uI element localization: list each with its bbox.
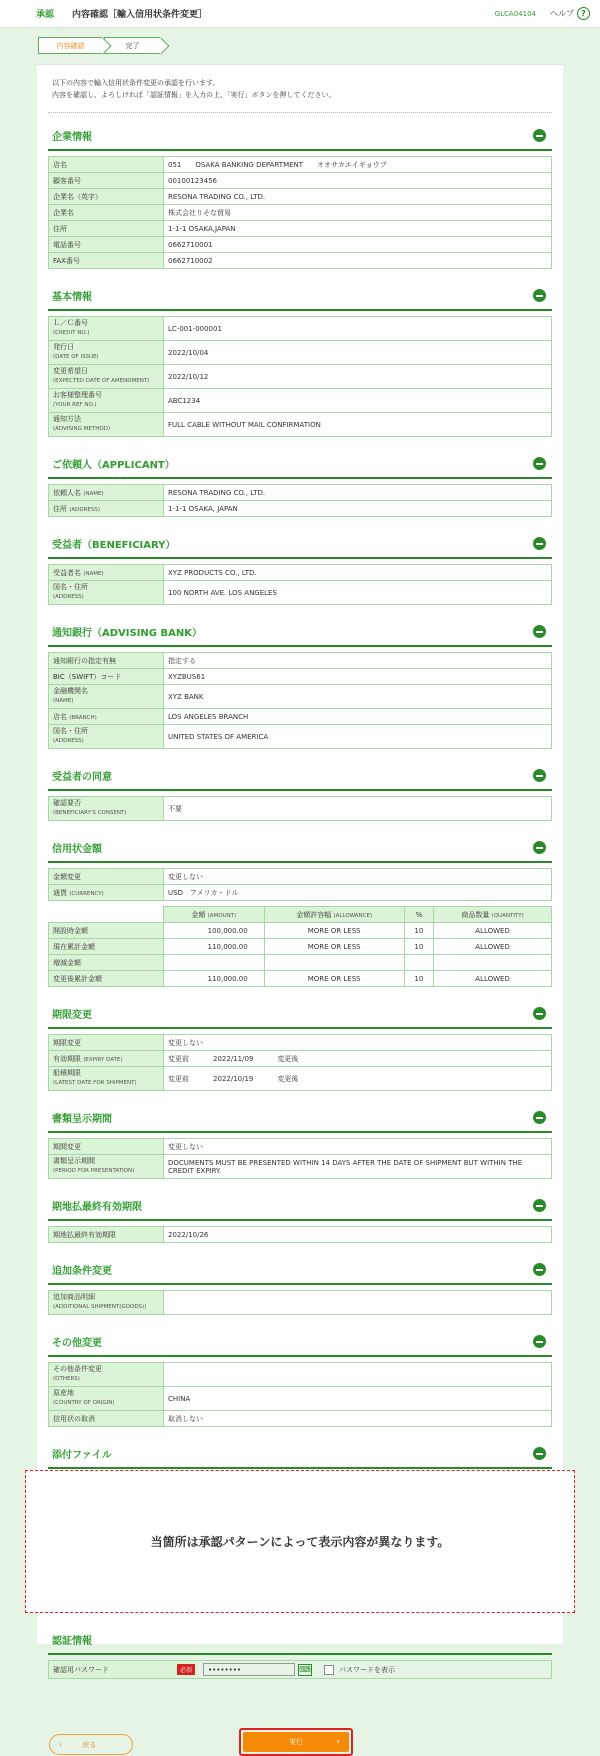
table-row [49,365,552,389]
row-label [49,413,164,437]
label-english: (NAME) [53,698,74,704]
row-value [164,1291,552,1315]
row-value: 2022/10/04 [164,341,552,365]
row-label-text: 国名・住所 [53,583,88,591]
collapse-icon[interactable] [533,1447,546,1460]
row-label [49,485,164,501]
notice-box: 当箇所は承認パターンによって表示内容が異なります。 [25,1470,575,1613]
row-label [49,173,164,189]
grid-amount [164,955,265,971]
row-value: 2022/10/26 [164,1227,552,1243]
grid-column-header [434,907,552,923]
row-label: 期限変更 [49,1035,164,1051]
collapse-icon[interactable] [533,1007,546,1020]
amount-grid [48,906,552,987]
row-value: ABC1234 [164,389,552,413]
section-title: 通知銀行（ADVISING BANK） [52,627,202,639]
label-english: (BENEFICIARY'S CONSENT) [53,810,127,816]
password-input[interactable]: •••••••• [203,1663,295,1676]
row-label [49,221,164,237]
column-label: % [415,910,423,919]
grid-row-label: 現在累計金額 [49,939,164,955]
section-title: 信用状金額 [52,843,102,855]
row-value: USD アメリカ・ドル [164,885,552,901]
collapse-icon[interactable] [533,537,546,550]
row-label [49,1067,164,1091]
required-badge: 必須 [177,1664,195,1675]
row-label [49,253,164,269]
table-row [49,189,552,205]
software-keyboard-icon[interactable]: ⌨ [299,1665,311,1674]
show-password-label: パスワードを表示 [339,1665,395,1674]
label-english: (NAME) [83,570,104,577]
label-english: (EXPECTED DATE OF AMENDMENT) [53,378,150,384]
label-english: (LATEST DATE FOR SHIPMENT) [53,1080,137,1086]
section-title: ご依頼人（APPLICANT） [52,459,175,471]
intro-line: 以下の内容で輸入信用状条件変更の承認を行います。 [52,79,220,87]
screen-code: GLCA04104 [494,9,536,18]
row-label-text: 店名 [53,712,67,721]
grid-column-header [404,907,434,923]
table-row [49,685,552,709]
password-row [48,1660,552,1679]
section-title: 受益者の同意 [52,771,112,783]
section-header [48,833,552,863]
collapse-icon[interactable] [533,1263,546,1276]
row-label-text: 有効期限 [53,1054,81,1063]
table-row [49,173,552,189]
row-label-text: 期間変更 [53,1142,81,1151]
back-button[interactable] [49,1734,133,1755]
row-value: FULL CABLE WITHOUT MAIL CONFIRMATION [164,413,552,437]
table-row [49,581,552,605]
advising-table [48,652,552,749]
grid-percent [404,955,434,971]
table-row [49,501,552,517]
table-row [49,237,552,253]
section-title: 基本情報 [52,291,92,303]
grid-row-label: 開設時金額 [49,923,164,939]
table-row [49,1363,552,1387]
table-row [49,1139,552,1155]
intro-line: 内容を確認し、よろしければ「認証情報」を入力の上、「実行」ボタンを押してください。 [52,91,336,99]
label-english: (ADVISING METHOD) [53,426,111,432]
step-confirm: 内容確認 [38,37,102,54]
row-label-text: 追加商品明細 [53,1293,95,1301]
grid-corner [49,907,164,923]
row-label-text: 店名 [53,160,67,169]
row-label-text: 通知銀行の指定有無 [53,656,116,665]
table-row [49,389,552,413]
row-label-text: 書類呈示期間 [53,1157,95,1165]
grid-header [49,907,552,923]
row-label-text: 受益者名 [53,568,81,577]
back-label: 戻る [82,1740,97,1749]
collapse-icon[interactable] [533,625,546,638]
row-value: LC-001-000001 [164,317,552,341]
section-title: 追加条件変更 [52,1265,112,1277]
show-password-checkbox[interactable] [324,1665,334,1675]
table-row [49,1051,552,1067]
row-value: 100 NORTH AVE. LOS ANGELES [164,581,552,605]
row-label-text: 企業名（英字） [53,192,102,201]
row-value [164,1067,552,1091]
table-row [49,341,552,365]
row-value: 2022/10/12 [164,365,552,389]
table-row [49,797,552,821]
table-row [49,413,552,437]
section-title: その他変更 [52,1337,102,1349]
table-row [49,157,552,173]
row-value: LOS ANGELES BRANCH [164,709,552,725]
beneficiary-table [48,564,552,605]
table-row [49,1155,552,1179]
collapse-icon[interactable] [533,289,546,302]
collapse-icon[interactable] [533,769,546,782]
row-value: RESONA TRADING CO., LTD. [164,485,552,501]
grid-row [49,923,552,939]
grid-row [49,939,552,955]
table-row [49,725,552,749]
row-value: 0662710002 [164,253,552,269]
row-value: 1-1-1 OSAKA, JAPAN [164,501,552,517]
grid-percent: 10 [404,971,434,987]
row-label-text: 期地払最終有効期限 [53,1230,116,1239]
period-table [48,1034,552,1091]
step-complete: 完了 [104,37,160,54]
row-label-text: 国名・住所 [53,727,88,735]
row-label [49,1387,164,1411]
table-row [49,1291,552,1315]
row-label [49,565,164,581]
section-header [48,999,552,1029]
auth-section [48,1625,552,1679]
after-label: 変更後 [277,1054,299,1063]
execute-button[interactable] [243,1732,349,1752]
row-label [49,869,164,885]
table-row [49,1227,552,1243]
row-label [49,1155,164,1179]
intro-text [48,77,552,113]
section-header [48,449,552,479]
row-value: 変更しない [164,1035,552,1051]
label-english: (NAME) [83,490,104,497]
row-label-text: 信用状の取消 [53,1414,95,1423]
collapse-icon[interactable] [533,129,546,142]
row-label-text: 原産地 [53,1389,74,1397]
row-value: RESONA TRADING CO., LTD. [164,189,552,205]
row-label-text: 金額変更 [53,872,81,881]
row-label [49,653,164,669]
label-english: (ADDRESS) [53,594,84,600]
applicant-table [48,484,552,517]
password-label-text: 確認用パスワード [53,1665,109,1674]
section-header [48,1327,552,1357]
section-header [48,1191,552,1221]
row-value: 不要 [164,797,552,821]
grid-quantity: ALLOWED [434,923,552,939]
row-value [164,1363,552,1387]
table-row [49,1067,552,1091]
section-title: 添付ファイル [52,1449,112,1461]
row-value: XYZ BANK [164,685,552,709]
row-value: 変更しない [164,869,552,885]
grid-allowance: MORE OR LESS [264,923,404,939]
grid-column-header [164,907,265,923]
grid-row-label: 変更後累計金額 [49,971,164,987]
grid-row-label: 増減金額 [49,955,164,971]
row-label [49,685,164,709]
password-label [49,1661,199,1678]
collapse-icon[interactable] [533,1111,546,1124]
section-header [48,1625,552,1655]
table-row [49,205,552,221]
row-label [49,725,164,749]
row-label [49,1227,164,1243]
section-title: 期限変更 [52,1009,92,1021]
column-label-english: (ALLOWANCE) [333,912,373,919]
grid-quantity [434,955,552,971]
row-label [49,341,164,365]
row-label [49,885,164,901]
row-label-text: お客様整理番号 [53,391,102,399]
amount-table [48,868,552,901]
row-label-text: 変更希望日 [53,367,88,375]
row-label [49,669,164,685]
section-header [48,617,552,647]
table-row [49,1035,552,1051]
header [0,0,600,28]
execute-label: 実行 [289,1738,303,1746]
row-label [49,365,164,389]
row-label [49,205,164,221]
label-english: (DATE OF ISSUE) [53,354,99,360]
row-label-text: 通知方法 [53,415,81,423]
presentation-table [48,1138,552,1179]
section-title: 期地払最終有効期限 [52,1201,142,1213]
row-label-text: 依頼人名 [53,488,81,497]
column-label: 金額 [191,910,206,919]
grid-column-header [264,907,404,923]
table-row [49,669,552,685]
table-row [49,653,552,669]
row-label-text: 電話番号 [53,240,81,249]
row-label [49,797,164,821]
chevron-right-icon: › [336,1737,340,1747]
execute-button-highlight [239,1728,353,1756]
row-label [49,1139,164,1155]
label-english: (EXPIRY DATE) [83,1056,123,1063]
label-english: (COUNTRY OF ORIGIN) [53,1400,115,1406]
sections [48,121,552,1491]
label-english: (BRANCH) [69,714,97,721]
row-label-text: 住所 [53,504,67,513]
row-label-text: 確認要否 [53,799,81,807]
row-label [49,237,164,253]
section-header [48,761,552,791]
section-header [48,1103,552,1133]
section-title: 認証情報 [52,1635,92,1647]
grid-percent: 10 [404,923,434,939]
row-label [49,581,164,605]
collapse-icon[interactable] [533,457,546,470]
section-title: 企業情報 [52,131,92,143]
column-label: 商品数量 [461,910,490,919]
before-value: 2022/11/09 [213,1054,254,1063]
row-value: 00100123456 [164,173,552,189]
company-table [48,156,552,269]
row-value: 取消しない [164,1411,552,1427]
table-row [49,221,552,237]
header-kind: 承認 [36,10,55,20]
row-label-text: Ｌ／Ｃ番号 [53,319,88,327]
row-value: UNITED STATES OF AMERICA [164,725,552,749]
row-label-text: FAX番号 [53,256,80,265]
others-table [48,1362,552,1427]
help-icon: ? [577,7,590,20]
row-value: 1-1-1 OSAKA,JAPAN [164,221,552,237]
grid-allowance: MORE OR LESS [264,939,404,955]
row-label-text: 金融機関名 [53,687,88,695]
row-value: 0662710001 [164,237,552,253]
label-english: (ADDRESS) [69,506,101,513]
row-label-text: 船積期限 [53,1069,81,1077]
after-label: 変更後 [277,1074,299,1083]
help-link[interactable] [550,7,590,20]
row-label-text: 住所 [53,224,67,233]
row-label-text: 通貨 [53,888,67,897]
row-label [49,1051,164,1067]
label-english: (YOUR REF NO.) [53,402,97,408]
label-english: (OTHERS) [53,1376,80,1382]
table-row [49,869,552,885]
row-value: 指定する [164,653,552,669]
label-english: (CURRENCY) [69,890,104,897]
row-label-text: 顧客番号 [53,176,81,185]
row-value: XYZBUS61 [164,669,552,685]
row-label-text: 発行日 [53,343,74,351]
grid-allowance [264,955,404,971]
row-value: XYZ PRODUCTS CO., LTD. [164,565,552,581]
help-label: ヘルプ [550,9,574,18]
row-value [164,1051,552,1067]
label-english: (CREDIT NO.) [53,330,90,336]
table-row [49,317,552,341]
before-label: 変更前 [168,1074,189,1083]
row-label [49,1411,164,1427]
row-label [49,501,164,517]
section-title: 書類呈示期間 [52,1113,112,1125]
section-title: 受益者（BENEFICIARY） [52,539,176,551]
label-english: (PERIOD FOR PRESENTATION) [53,1168,135,1174]
section-header [48,281,552,311]
column-label: 金額許容幅 [296,910,332,919]
row-label [49,157,164,173]
row-value: CHINA [164,1387,552,1411]
grid-row [49,955,552,971]
column-label-english: (AMOUNT) [207,912,237,919]
before-label: 変更前 [168,1054,189,1063]
row-label-text: 企業名 [53,208,74,217]
before-value: 2022/10/19 [213,1074,254,1083]
label-english: (ADDITIONAL SHIPMENT(GOODS)) [53,1304,147,1310]
section-header [48,529,552,559]
step-indicator [0,28,600,64]
section-header [48,1255,552,1285]
row-value: 051 OSAKA BANKING DEPARTMENT オオサカエイギョウブ [164,157,552,173]
row-label [49,1291,164,1315]
table-row [49,1387,552,1411]
table-row [49,485,552,501]
row-value: DOCUMENTS MUST BE PRESENTED WITHIN 14 DAYS AFTER THE DATE OF SHIPMENT BUT WITHIN THE CREDIT EXPIRY. [164,1155,552,1179]
grid-allowance: MORE OR LESS [264,971,404,987]
column-label-english: (QUANTITY) [491,912,524,919]
row-label-text: BIC（SWIFT）コード [53,672,122,681]
deferred-table [48,1226,552,1243]
chevron-left-icon: ‹ [59,1740,63,1749]
grid-row [49,971,552,987]
grid-amount: 110,000.00 [164,939,265,955]
table-row [49,565,552,581]
row-value: 変更しない [164,1139,552,1155]
section-header [48,1439,552,1469]
table-row [49,1411,552,1427]
row-label [49,189,164,205]
row-label [49,709,164,725]
consent-table [48,796,552,821]
section-header [48,121,552,151]
collapse-icon[interactable] [533,1335,546,1348]
grid-amount: 110,000.00 [164,971,265,987]
row-value: 株式会社りそな貿易 [164,205,552,221]
basic-table [48,316,552,437]
row-label-text: その他条件変更 [53,1365,102,1373]
page-title: 内容確認［輸入信用状条件変更］ [72,10,208,20]
grid-quantity: ALLOWED [434,939,552,955]
row-label [49,317,164,341]
collapse-icon[interactable] [533,1199,546,1212]
label-english: (ADDRESS) [53,738,84,744]
table-row [49,885,552,901]
row-label [49,389,164,413]
grid-quantity: ALLOWED [434,971,552,987]
row-label [49,1363,164,1387]
main-card [37,64,563,1749]
grid-amount: 100,000.00 [164,923,265,939]
table-row [49,253,552,269]
additional-table [48,1290,552,1315]
collapse-icon[interactable] [533,841,546,854]
table-row [49,709,552,725]
grid-percent: 10 [404,939,434,955]
